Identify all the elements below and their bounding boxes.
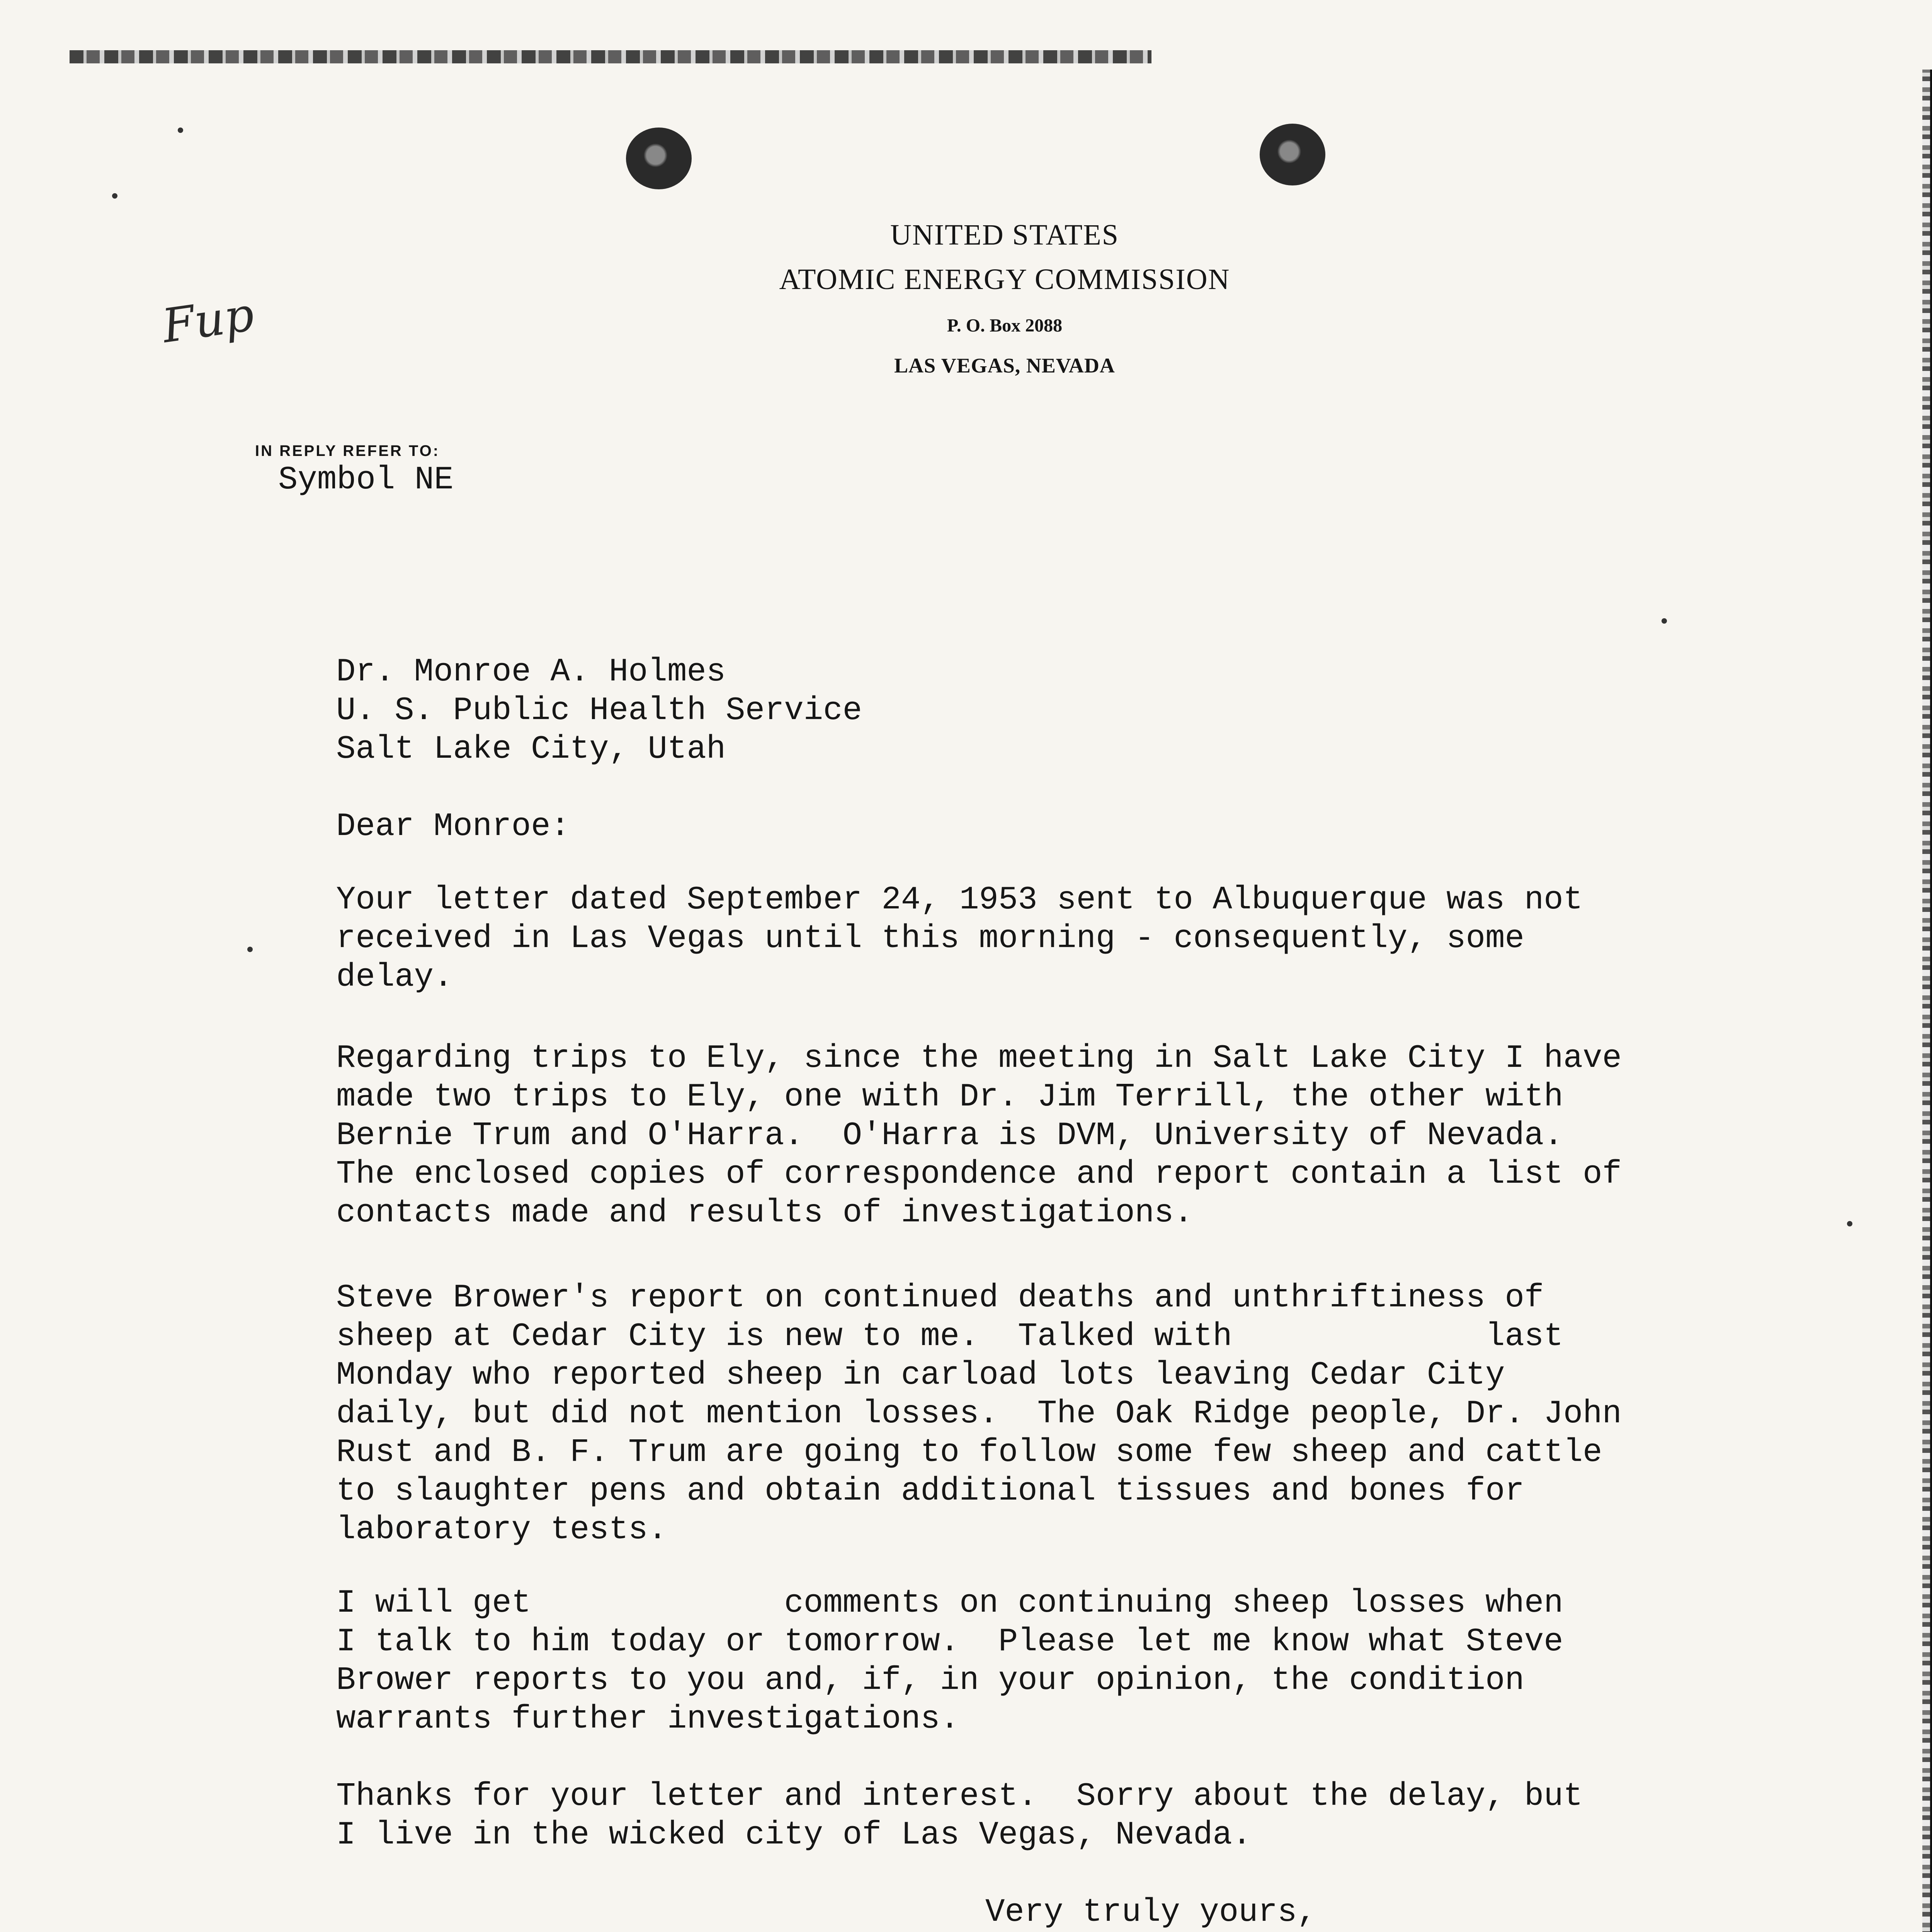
paragraph-line: The enclosed copies of correspondence and report contain a list of — [336, 1156, 1622, 1193]
punch-hole-left — [626, 128, 692, 189]
paragraph-5 — [336, 1777, 1583, 1855]
speck — [1662, 618, 1667, 624]
paragraph-2 — [336, 1039, 1622, 1233]
paragraph-4 — [336, 1584, 1563, 1739]
speck — [1847, 1221, 1852, 1226]
paragraph-line: Bernie Trum and O'Harra. O'Harra is DVM, University of Nevada. — [336, 1117, 1563, 1154]
scan-artifact-top — [70, 50, 1151, 63]
closing: Very truly yours, — [985, 1894, 1316, 1931]
paragraph-3 — [336, 1279, 1622, 1549]
address-line: Salt Lake City, Utah — [336, 731, 726, 768]
paragraph-line: received in Las Vegas until this morning - consequently, some — [336, 920, 1524, 957]
paragraph-line: contacts made and results of investigations. — [336, 1195, 1193, 1231]
paragraph-line: Regarding trips to Ely, since the meeting in Salt Lake City I have — [336, 1040, 1622, 1077]
address-line: Dr. Monroe A. Holmes — [336, 654, 726, 690]
paragraph-line: sheep at Cedar City is new to me. Talked with last — [336, 1318, 1563, 1355]
paragraph-line: made two trips to Ely, one with Dr. Jim Terrill, the other with — [336, 1079, 1563, 1116]
paragraph-1 — [336, 881, 1583, 997]
paragraph-line: warrants further investigations. — [336, 1701, 960, 1738]
punch-hole-right — [1260, 124, 1325, 185]
paragraph-line: daily, but did not mention losses. The Oak Ridge people, Dr. John — [336, 1396, 1622, 1432]
paragraph-line: delay. — [336, 959, 453, 996]
paragraph-line: Rust and B. F. Trum are going to follow some few sheep and cattle — [336, 1434, 1602, 1471]
paragraph-line: Steve Brower's report on continued deaths and unthriftiness of — [336, 1280, 1544, 1316]
salutation: Dear Monroe: — [336, 808, 570, 845]
letterhead-country: UNITED STATES — [890, 219, 1119, 251]
paragraph-line: I will get comments on continuing sheep losses when — [336, 1585, 1563, 1622]
paragraph-line: I live in the wicked city of Las Vegas, Nevada. — [336, 1817, 1252, 1854]
speck — [112, 193, 117, 199]
handwritten-note-top: Fup — [159, 287, 257, 354]
paragraph-line: Monday who reported sheep in carload lots leaving Cedar City — [336, 1357, 1505, 1394]
speck — [178, 128, 183, 133]
reply-refer-symbol: Symbol NE — [278, 462, 454, 498]
paragraph-line: Your letter dated September 24, 1953 sent to Albuquerque was not — [336, 882, 1583, 918]
address-line: U. S. Public Health Service — [336, 692, 862, 729]
reply-refer-label: IN REPLY REFER TO: — [255, 442, 440, 459]
paragraph-line: to slaughter pens and obtain additional tissues and bones for — [336, 1473, 1524, 1510]
letterhead-city: LAS VEGAS, NEVADA — [894, 354, 1115, 377]
letterhead-po-box: P. O. Box 2088 — [947, 315, 1063, 336]
paragraph-line: I talk to him today or tomorrow. Please let me know what Steve — [336, 1624, 1563, 1660]
paragraph-line: Brower reports to you and, if, in your opinion, the condition — [336, 1662, 1524, 1699]
recipient-address — [336, 653, 862, 769]
paragraph-line: laboratory tests. — [336, 1512, 667, 1548]
paragraph-line: Thanks for your letter and interest. Sorry about the delay, but — [336, 1778, 1583, 1815]
letterhead-agency: ATOMIC ENERGY COMMISSION — [779, 263, 1230, 296]
speck — [247, 947, 253, 952]
scan-edge-right — [1930, 70, 1932, 1932]
